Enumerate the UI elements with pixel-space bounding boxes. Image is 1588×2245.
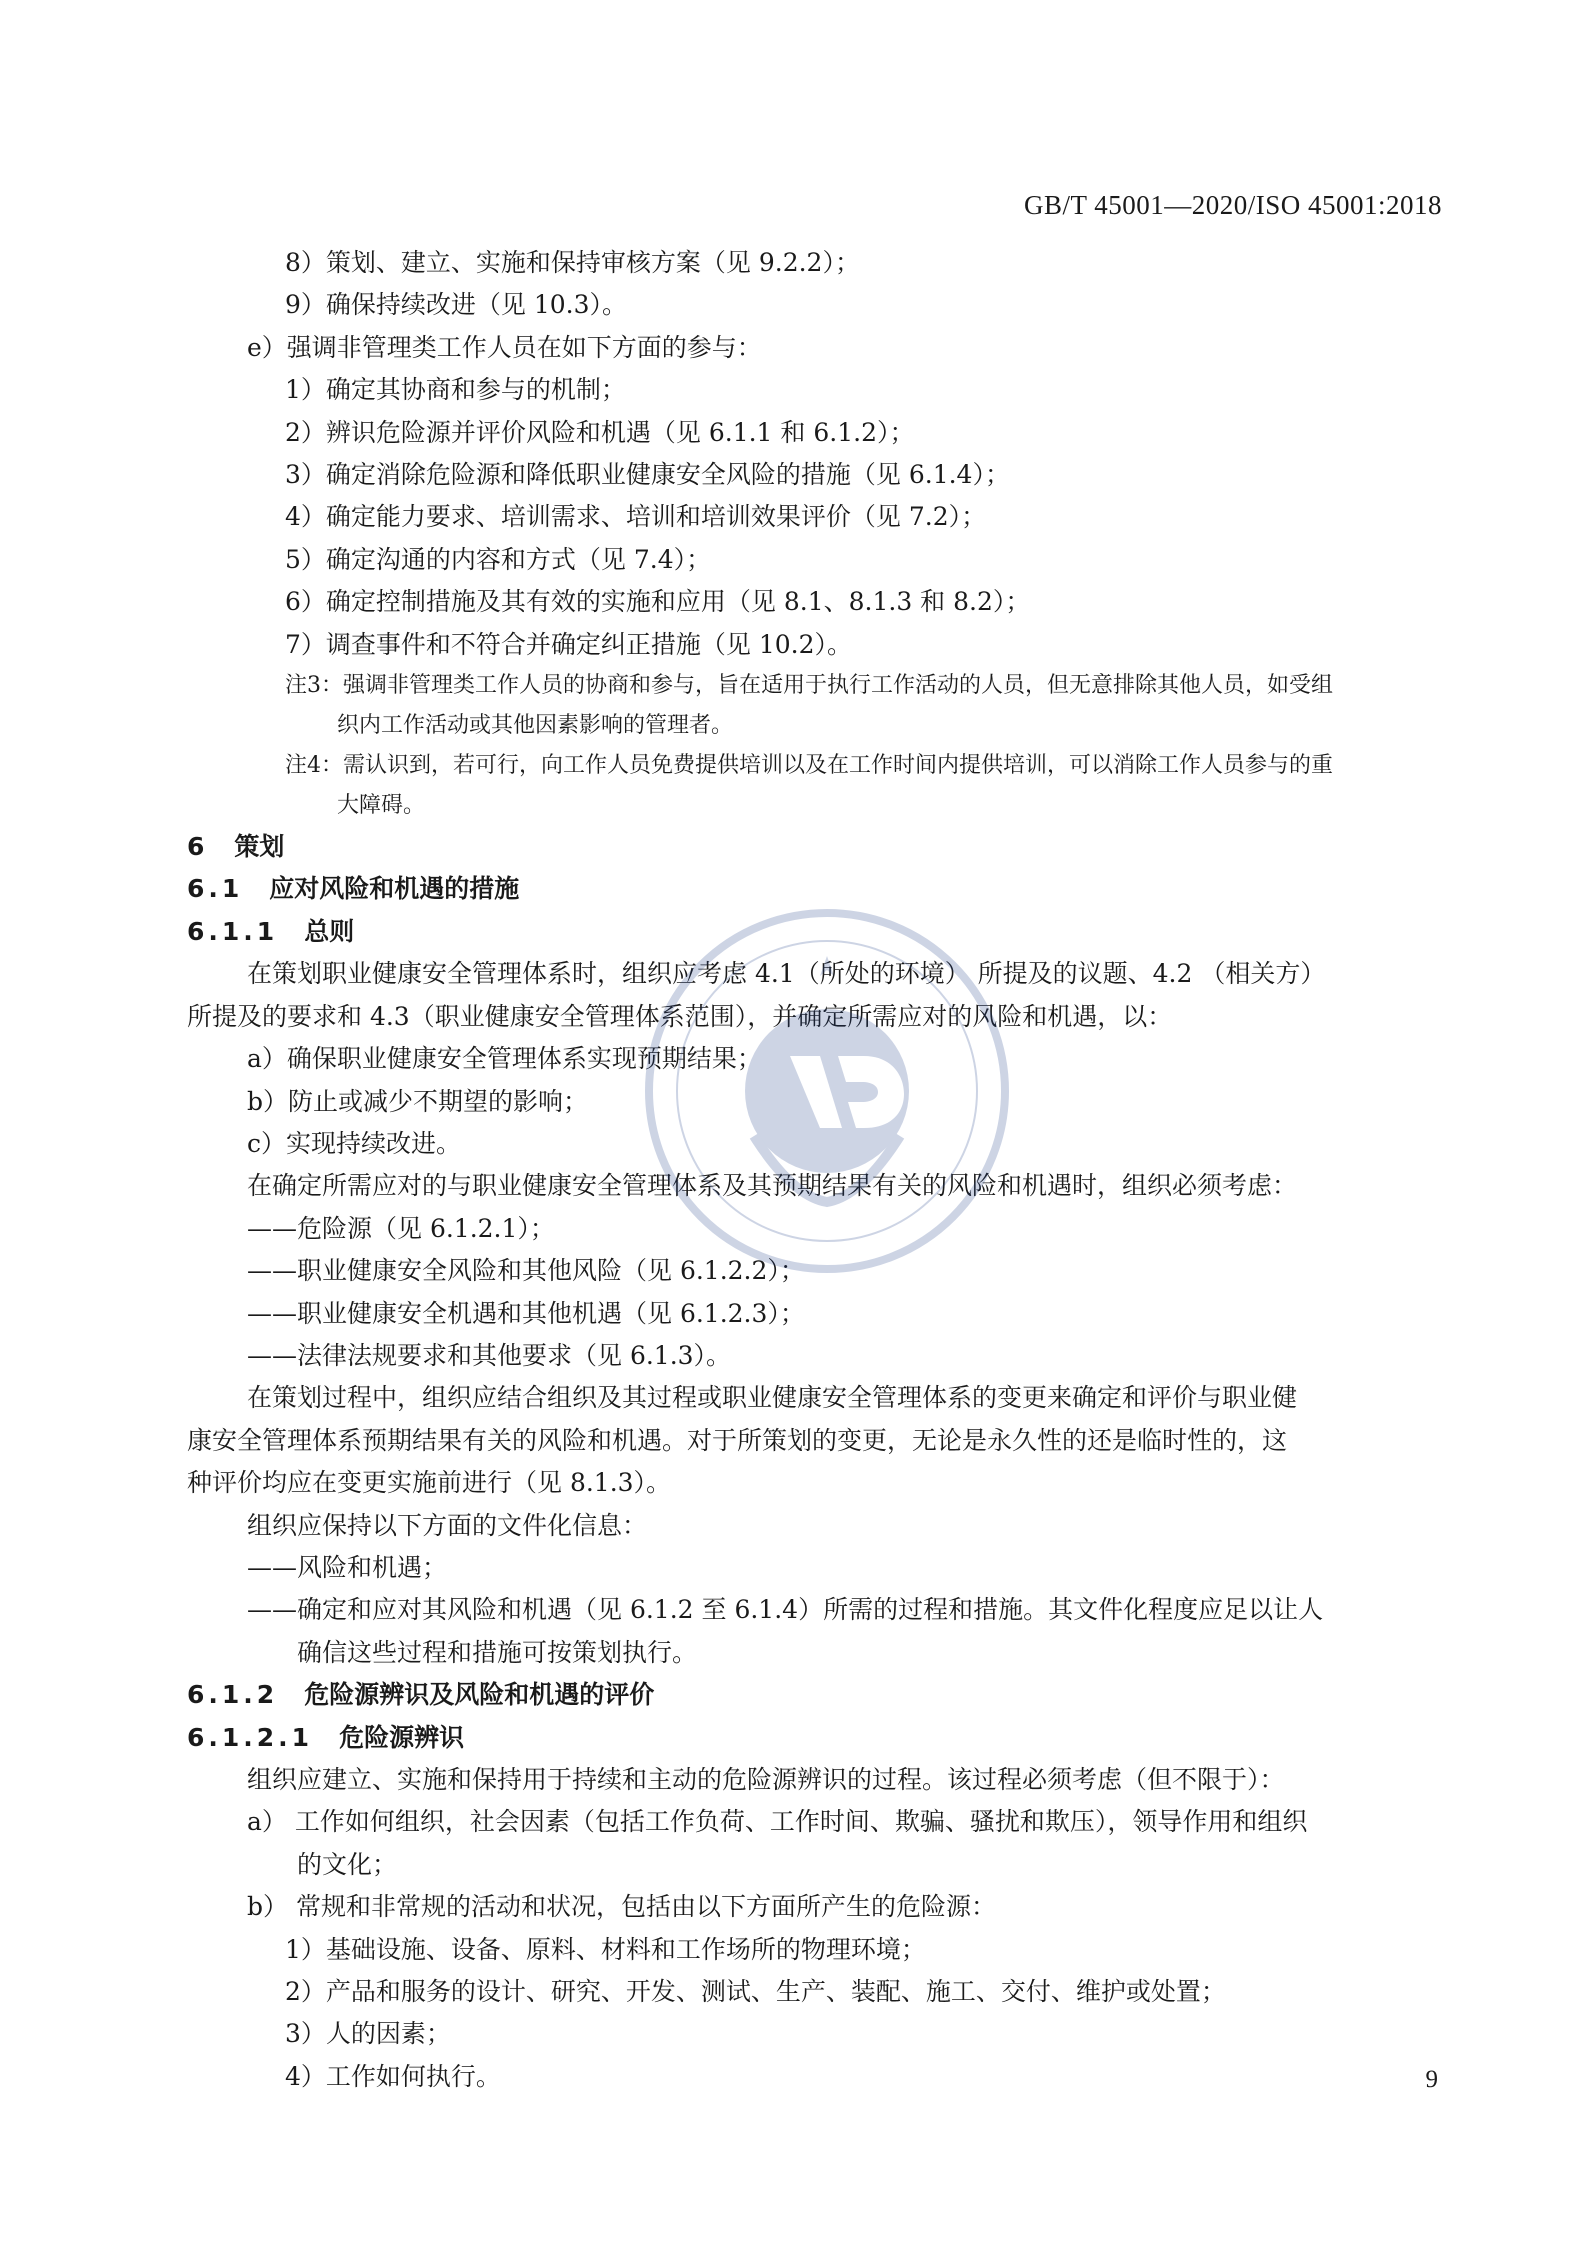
text-line: 8）策划、建立、实施和保持审核方案（见 9.2.2）；	[285, 248, 860, 277]
text-line: 的文化；	[297, 1849, 398, 1879]
section-number: 6.1	[187, 874, 244, 904]
section-title: 危险源辨识	[339, 1722, 465, 1752]
note-line: 大障碍。	[337, 793, 426, 819]
text-line: 在确定所需应对的与职业健康安全管理体系及其预期结果有关的风险和机遇时，组织必须考虑：	[247, 1171, 1298, 1201]
text-line: ——确定和应对其风险和机遇（见 6.1.2 至 6.1.4）所需的过程和措施。其文件化程度应足以让人	[247, 1595, 1324, 1625]
note-line: 织内工作活动或其他因素影响的管理者。	[337, 713, 734, 739]
text-line: e）强调非管理类工作人员在如下方面的参与：	[247, 332, 762, 362]
text-line: 种评价均应在变更实施前进行（见 8.1.3）。	[187, 1468, 672, 1498]
section-title: 危险源辨识及风险和机遇的评价	[304, 1680, 655, 1710]
text-line: 所提及的要求和 4.3（职业健康安全管理体系范围），并确定所需应对的风险和机遇，以：	[187, 1001, 1173, 1031]
section-number: 6.1.1	[187, 916, 279, 946]
text-line: 3）人的因素；	[285, 2019, 451, 2049]
section-heading	[187, 826, 1437, 868]
text-line: 2）产品和服务的设计、研究、开发、测试、生产、装配、施工、交付、维护或处置；	[285, 1977, 1226, 2007]
section-number: 6	[187, 832, 209, 862]
text-line: 组织应建立、实施和保持用于持续和主动的危险源辨识的过程。该过程必须考虑（但不限于）：	[247, 1765, 1285, 1794]
text-line: 4）工作如何执行。	[285, 2061, 501, 2091]
text-line: 1）确定其协商和参与的机制；	[285, 375, 626, 405]
company-seal-icon	[642, 906, 1012, 1276]
section-heading	[187, 1674, 1437, 1716]
text-line: c）实现持续改进。	[247, 1128, 462, 1158]
text-line: b）防止或减少不期望的影响；	[247, 1086, 589, 1116]
text-line: 9）确保持续改进（见 10.3）。	[285, 290, 628, 320]
section-title: 总则	[304, 916, 355, 946]
text-line: ——危险源（见 6.1.2.1）；	[247, 1213, 555, 1243]
section-title: 应对风险和机遇的措施	[269, 874, 520, 904]
section-title: 策划	[234, 832, 285, 862]
text-line: 确信这些过程和措施可按策划执行。	[297, 1637, 698, 1667]
text-line: 6）确定控制措施及其有效的实施和应用（见 8.1、8.1.3 和 8.2）；	[285, 587, 1031, 617]
text-line: 在策划职业健康安全管理体系时，组织应考虑 4.1（所处的环境） 所提及的议题、4.2 （相关方）	[247, 959, 1326, 989]
text-line: b） 常规和非常规的活动和状况，包括由以下方面所产生的危险源：	[247, 1892, 996, 1922]
text-line: 在策划过程中，组织应结合组织及其过程或职业健康安全管理体系的变更来确定和评价与职业健	[247, 1383, 1298, 1413]
text-line: 7）调查事件和不符合并确定纠正措施（见 10.2）。	[285, 629, 853, 659]
section-number: 6.1.2	[187, 1680, 279, 1710]
text-line: 康安全管理体系预期结果有关的风险和机遇。对于所策划的变更，无论是永久性的还是临时性的，这	[187, 1425, 1288, 1455]
text-line: 组织应保持以下方面的文件化信息：	[247, 1510, 648, 1540]
text-line: 4）确定能力要求、培训需求、培训和培训效果评价（见 7.2）；	[285, 502, 987, 532]
note-line: 注3：强调非管理类工作人员的协商和参与，旨在适用于执行工作活动的人员，但无意排除其他人员，如受组	[285, 673, 1334, 699]
text-line: 1）基础设施、设备、原料、材料和工作场所的物理环境；	[285, 1934, 926, 1964]
text-line: a）确保职业健康安全管理体系实现预期结果；	[247, 1044, 762, 1074]
page-number: 9	[1425, 2066, 1438, 2093]
text-line: ——风险和机遇；	[247, 1552, 448, 1582]
text-line: ——职业健康安全机遇和其他机遇（见 6.1.2.3）；	[247, 1298, 805, 1328]
section-heading	[187, 868, 1437, 910]
text-line: ——法律法规要求和其他要求（见 6.1.3）。	[247, 1340, 732, 1370]
text-line: 3）确定消除危险源和降低职业健康安全风险的措施（见 6.1.4）；	[285, 460, 1010, 490]
text-line: 5）确定沟通的内容和方式（见 7.4）；	[285, 544, 712, 574]
note-line: 注4：需认识到，若可行，向工作人员免费提供培训以及在工作时间内提供培训，可以消除工作人员参与的重	[285, 753, 1334, 779]
text-line: a） 工作如何组织，社会因素（包括工作负荷、工作时间、欺骗、骚扰和欺压），领导作用和组织	[247, 1807, 1308, 1837]
section-number: 6.1.2.1	[187, 1722, 314, 1752]
text-line: 2）辨识危险源并评价风险和机遇（见 6.1.1 和 6.1.2）；	[285, 417, 915, 447]
standard-number-header: GB/T 45001—2020/ISO 45001:2018	[1023, 190, 1442, 220]
text-line: ——职业健康安全风险和其他风险（见 6.1.2.2）；	[247, 1256, 805, 1286]
section-heading	[187, 1717, 1437, 1759]
